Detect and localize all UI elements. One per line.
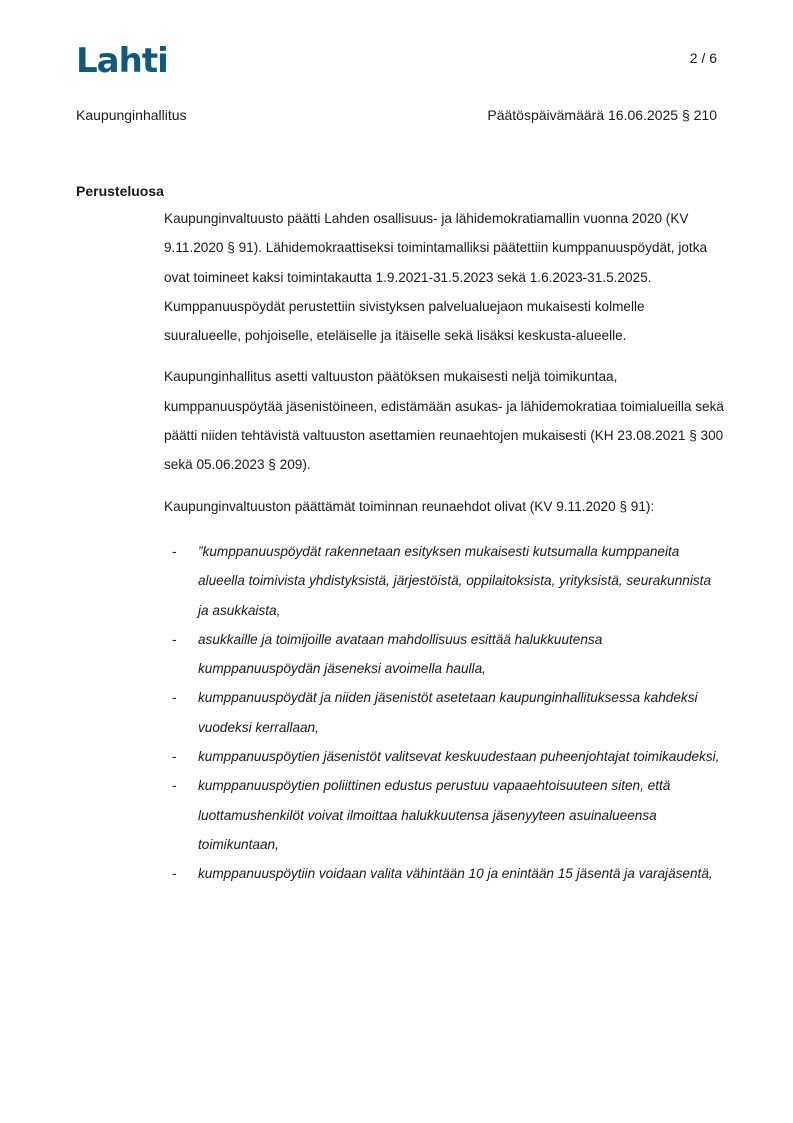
list-item — [164, 683, 724, 742]
conditions-list — [164, 537, 724, 889]
bullet-dash: - — [172, 778, 177, 794]
bullet-dash: - — [172, 543, 177, 559]
paragraph: Kaupunginhallitus asetti valtuuston päätöksen mukaisesti neljä toimikuntaa, kumppanuuspöytää jäsenistöineen, edistämään asukas- ja lähidemokratiaa toimialueilla sekä päätti niiden tehtävistä valtuuston asettamien reunaehtojen mukaisesti (KH 23.08.2021 § 300 sekä 05.06.2023 § 209). — [164, 369, 724, 473]
paragraph: Kaupunginvaltuuston päättämät toiminnan reunaehdot olivat (KV 9.11.2020 § 91): — [164, 498, 655, 514]
department-name: Kaupunginhallitus — [76, 107, 187, 123]
list-item-text: ”kumppanuuspöydät rakennetaan esityksen mukaisesti kutsumalla kumppaneita alueella toimivista yhdistyksistä, järjestöistä, oppilaitoksista, yrityksistä, seurakunnista ja asukkaista, — [198, 543, 711, 618]
paragraph: Kaupunginvaltuusto päätti Lahden osallisuus- ja lähidemokratiamallin vuonna 2020 (KV 9.11.2020 § 91). Lähidemokraattiseksi toimintamalliksi päätettiin kumppanuuspöydät, jotka ovat toimineet kaksi toimintakautta 1.9.2021-31.5.2023 sekä 1.6.2023-31.5.2025. Kumppanuuspöydät perustettiin sivistyksen palvelualuejaon mukaisesti kolmelle suuralueelle, pohjoiselle, eteläiselle ja itäiselle sekä lisäksi keskusta-alueelle. — [164, 211, 708, 344]
list-item-text: kumppanuuspöydät ja niiden jäsenistöt asetetaan kaupunginhallituksessa kahdeksi vuodeksi kerrallaan, — [198, 690, 698, 735]
page-number: 2 / 6 — [689, 50, 717, 66]
bullet-dash: - — [172, 749, 177, 765]
list-item-text: kumppanuuspöytiin voidaan valita vähintään 10 ja enintään 15 jäsentä ja varajäsentä, — [198, 866, 713, 882]
bullet-dash: - — [172, 631, 177, 647]
list-item — [164, 625, 724, 684]
list-item-text: kumppanuuspöytien poliittinen edustus perustuu vapaaehtoisuuteen siten, että luottamushenkilöt voivat ilmoittaa halukkuutensa jäsenyyteen asuinalueensa toimikuntaan, — [198, 778, 671, 852]
bullet-dash: - — [172, 866, 177, 882]
lahti-logo: Lahti — [76, 41, 168, 81]
list-item — [164, 859, 724, 888]
list-item-text: kumppanuuspöytien jäsenistöt valitsevat keskuudestaan puheenjohtajat toimikaudeksi, — [198, 749, 720, 765]
list-item — [164, 537, 724, 625]
list-item — [164, 742, 724, 771]
section-body — [164, 204, 724, 889]
bullet-dash: - — [172, 690, 177, 706]
list-item-text: asukkaille ja toimijoille avataan mahdollisuus esittää halukkuutensa kumppanuuspöydän jäseneksi avoimella haulla, — [198, 631, 603, 677]
decision-date: Päätöspäivämäärä 16.06.2025 § 210 — [487, 107, 717, 123]
section-heading: Perusteluosa — [76, 183, 164, 199]
list-item — [164, 771, 724, 859]
